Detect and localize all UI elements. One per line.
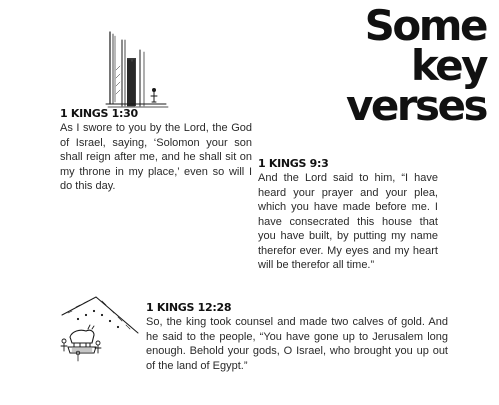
verse-text: As I swore to you by the Lord, the God of Israel, saying, ‘Solomon your son shall reign after me, and he shall sit on my throne in my place,’ even so will I do this day. bbox=[60, 122, 252, 192]
verse-text: And the Lord said to him, “I have heard your prayer and your plea, which you have made before me. I have consecrated this house that you have built, by putting my name therefor ever. My eyes and my heart will be therefor all time.” bbox=[258, 172, 438, 271]
verse-block-1 bbox=[60, 107, 252, 194]
verse-block-3 bbox=[146, 301, 448, 373]
temple-pillar-sketch-icon bbox=[104, 30, 170, 110]
title-line-3: verses bbox=[345, 81, 486, 130]
verse-reference: 1 KINGS 1:30 bbox=[60, 107, 138, 120]
verse-text: So, the king took counsel and made two calves of gold. And he said to the people, “You have gone up to Jerusalem long enough. Behold your gods, O Israel, who brought you up out of the land of Egypt.” bbox=[146, 316, 448, 372]
page-title bbox=[345, 1, 486, 130]
title-line-1: Some bbox=[364, 1, 486, 50]
verse-block-2 bbox=[258, 157, 438, 273]
verse-reference: 1 KINGS 9:3 bbox=[258, 157, 329, 170]
verse-reference: 1 KINGS 12:28 bbox=[146, 301, 232, 314]
golden-calf-sketch-icon bbox=[58, 293, 140, 363]
title-line-2: key bbox=[410, 41, 486, 90]
